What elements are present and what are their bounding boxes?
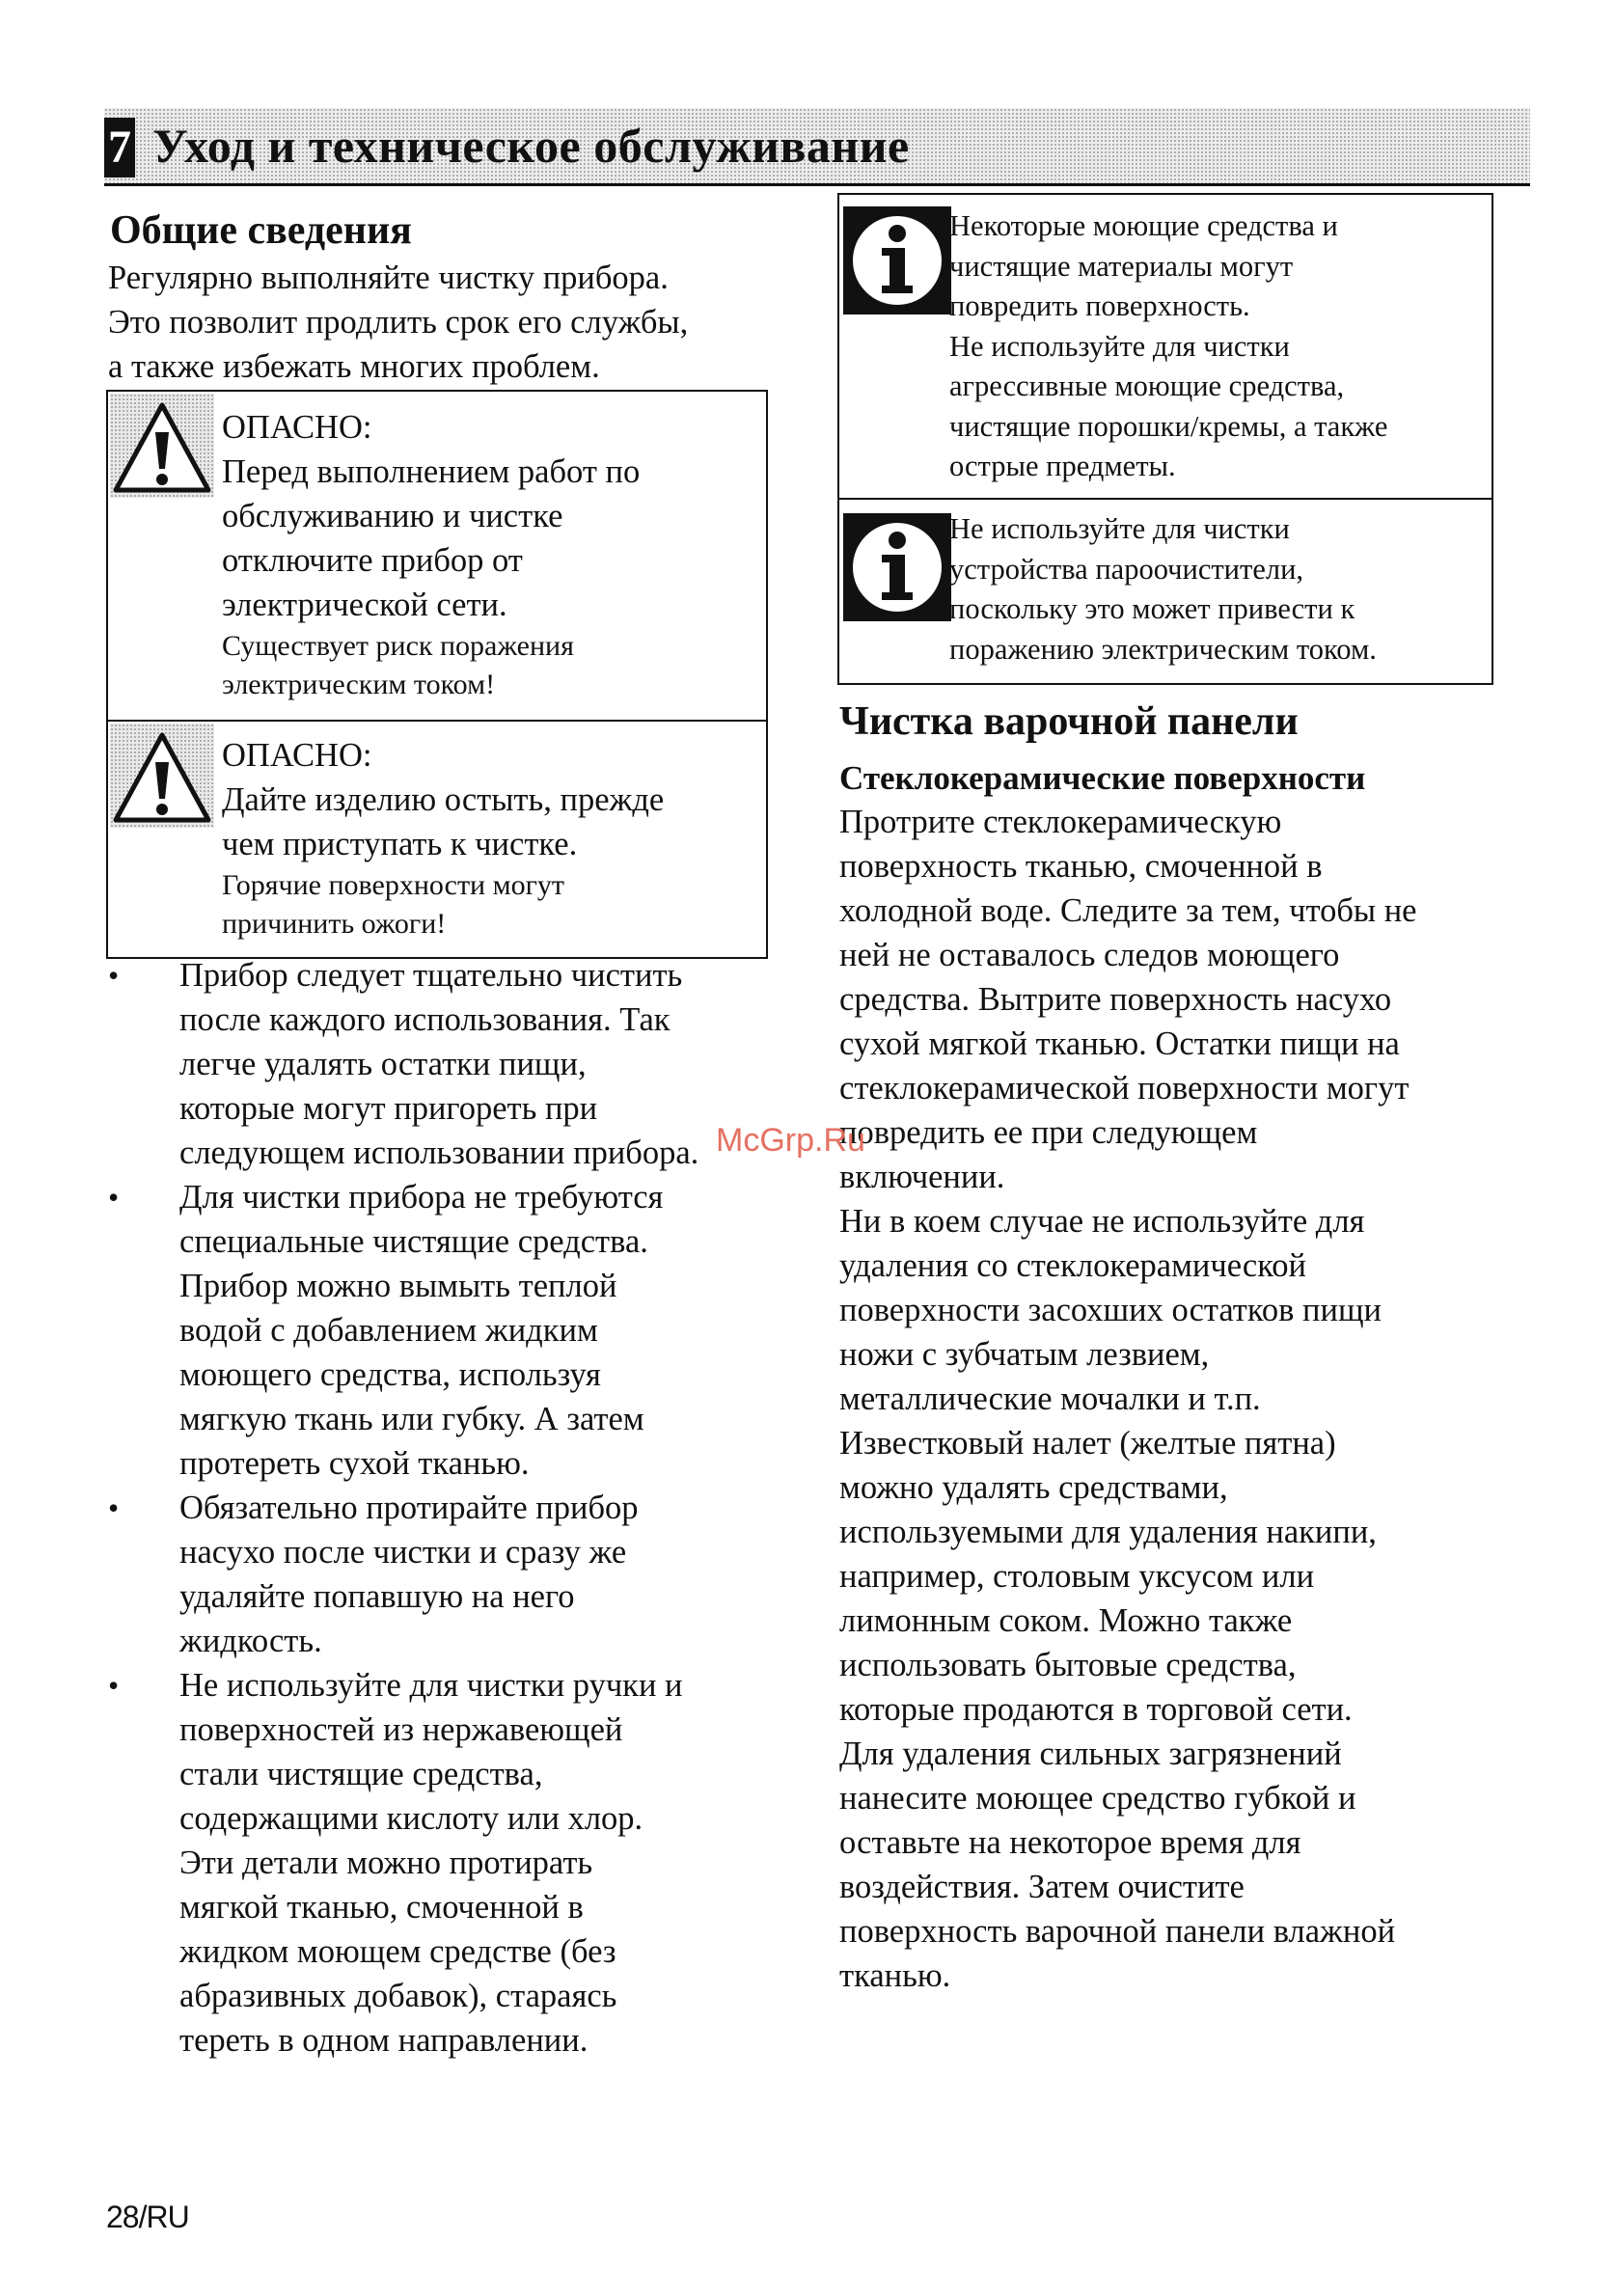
text-line: легче удалять остатки пищи,	[179, 1046, 587, 1082]
info-text: Не используйте для чистки	[949, 512, 1290, 545]
chapter-header	[104, 108, 1530, 186]
warning-text: обслуживанию и чистке	[222, 498, 563, 534]
warning-box	[106, 390, 768, 959]
section-heading-hob: Чистка варочной панели	[839, 699, 1299, 744]
warning-text: Перед выполнением работ по	[222, 453, 641, 490]
warning-note: причинить ожоги!	[222, 908, 447, 940]
text-line: можно удалять средствами,	[839, 1469, 1228, 1506]
text-line: моющего средства, используя	[179, 1356, 601, 1393]
text-line: воздействия. Затем очистите	[839, 1869, 1245, 1905]
bullet-mark: •	[108, 1180, 120, 1215]
warning-note: Горячие поверхности могут	[222, 869, 565, 901]
info-text: устройства пароочистители,	[949, 552, 1304, 586]
text-line: стеклокерамической поверхности могут	[839, 1070, 1410, 1107]
text-line: включении.	[839, 1159, 1005, 1195]
text-line: сухой мягкой тканью. Остатки пищи на	[839, 1025, 1400, 1062]
warning-text: электрической сети.	[222, 587, 507, 623]
list-item	[106, 1486, 698, 1663]
text-line: Эти детали можно протирать	[179, 1845, 593, 1881]
bullet-mark: •	[108, 958, 120, 993]
warning-text: отключите прибор от	[222, 542, 523, 579]
text-line: тканью.	[839, 1957, 951, 1994]
info-text: чистящие порошки/кремы, а также	[949, 409, 1388, 443]
warning-label: ОПАСНО:	[222, 409, 372, 446]
info-cell	[839, 195, 1492, 498]
list-item	[106, 1175, 698, 1486]
info-cell	[839, 498, 1492, 683]
info-icon	[843, 513, 951, 621]
bullet-mark: •	[108, 1668, 120, 1703]
text-line: поверхностей из нержавеющей	[179, 1711, 623, 1748]
info-text: поражению электрическим током.	[949, 632, 1377, 666]
warning-cell	[108, 392, 766, 720]
text-line: ножи с зубчатым лезвием,	[839, 1336, 1210, 1373]
text-line: Обязательно протирайте прибор	[179, 1490, 639, 1526]
chapter-title: Уход и техническое обслуживание	[152, 119, 910, 173]
info-text: поскольку это может привести к	[949, 592, 1355, 625]
text-line: насухо после чистки и сразу же	[179, 1534, 627, 1571]
chapter-number: 7	[104, 118, 135, 178]
text-line: лимонным соком. Можно также	[839, 1602, 1293, 1639]
list-item	[106, 1663, 698, 2063]
text-line: мягкой тканью, смоченной в	[179, 1889, 584, 1926]
subheading-glass-ceramic: Стеклокерамические поверхности	[839, 759, 1366, 797]
hob-text	[839, 800, 1417, 1998]
info-icon	[843, 206, 951, 314]
text-line: поверхности засохших остатков пищи	[839, 1292, 1382, 1328]
info-text: острые предметы.	[949, 450, 1176, 482]
text-line: тереть в одном направлении.	[179, 2022, 589, 2059]
text-line: которые могут пригореть при	[179, 1090, 598, 1127]
warning-label: ОПАСНО:	[222, 737, 372, 774]
text-line: жидком моющем средстве (без	[179, 1933, 616, 1970]
text-line: нанесите моющее средство губкой и	[839, 1780, 1356, 1817]
text-line: поверхность тканью, смоченной в	[839, 848, 1323, 885]
text-line: протереть сухой тканью.	[179, 1445, 530, 1482]
text-line: оставьте на некоторое время для	[839, 1824, 1301, 1861]
text-line: Прибор следует тщательно чистить	[179, 957, 683, 994]
text-line: а также избежать многих проблем.	[108, 348, 600, 385]
general-intro	[108, 256, 688, 389]
text-line: следующем использовании прибора.	[179, 1134, 699, 1171]
text-line: ней не оставалось следов моющего	[839, 937, 1340, 973]
text-line: содержащими кислоту или хлор.	[179, 1800, 643, 1837]
text-line: удаляйте попавшую на него	[179, 1578, 575, 1615]
warning-note: электрическим током!	[222, 669, 496, 700]
text-line: после каждого использования. Так	[179, 1001, 671, 1038]
text-line: мягкую ткань или губку. А затем	[179, 1401, 644, 1437]
text-line: использовать бытовые средства,	[839, 1647, 1297, 1683]
warning-triangle-icon	[110, 724, 214, 828]
text-line: например, столовым уксусом или	[839, 1558, 1315, 1595]
info-text: Не используйте для чистки	[949, 329, 1290, 363]
info-text: агрессивные моющие средства,	[949, 369, 1345, 402]
text-line: специальные чистящие средства.	[179, 1223, 648, 1260]
text-line: Регулярно выполняйте чистку прибора.	[108, 260, 669, 296]
info-box	[837, 193, 1493, 685]
text-line: Это позволит продлить срок его службы,	[108, 304, 689, 341]
text-line: Протрите стеклокерамическую	[839, 804, 1282, 840]
info-text: повредить поверхность.	[949, 289, 1250, 322]
text-line: стали чистящие средства,	[179, 1756, 543, 1792]
text-line: абразивных добавок), стараясь	[179, 1978, 617, 2014]
text-line: Прибор можно вымыть теплой	[179, 1268, 617, 1304]
bullet-list	[106, 953, 698, 2063]
text-line: которые продаются в торговой сети.	[839, 1691, 1353, 1728]
warning-triangle-icon	[110, 394, 214, 498]
text-line: Известковый налет (желтые пятна)	[839, 1425, 1336, 1462]
text-line: холодной воде. Следите за тем, чтобы не	[839, 892, 1417, 929]
list-item	[106, 953, 698, 1175]
info-text: чистящие материалы могут	[949, 249, 1294, 283]
text-line: используемыми для удаления накипи,	[839, 1514, 1377, 1550]
text-line: поверхность варочной панели влажной	[839, 1913, 1396, 1950]
text-line: Ни в коем случае не используйте для	[839, 1203, 1365, 1240]
page-number: 28/RU	[106, 2200, 189, 2234]
text-line: жидкость.	[179, 1623, 322, 1659]
warning-text: чем приступать к чистке.	[222, 826, 578, 862]
text-line: Не используйте для чистки ручки и	[179, 1667, 683, 1704]
info-text: Некоторые моющие средства и	[949, 209, 1338, 242]
text-line: Для удаления сильных загрязнений	[839, 1736, 1342, 1772]
warning-note: Существует риск поражения	[222, 630, 574, 662]
warning-cell	[108, 720, 766, 957]
text-line: средства. Вытрите поверхность насухо	[839, 981, 1392, 1018]
text-line: повредить ее при следующем	[839, 1114, 1258, 1151]
text-line: водой с добавлением жидким	[179, 1312, 598, 1349]
section-heading-general: Общие сведения	[110, 208, 412, 253]
text-line: удаления со стеклокерамической	[839, 1247, 1306, 1284]
warning-text: Дайте изделию остыть, прежде	[222, 781, 665, 818]
bullet-mark: •	[108, 1490, 120, 1525]
text-line: Для чистки прибора не требуются	[179, 1179, 664, 1216]
text-line: металлические мочалки и т.п.	[839, 1380, 1261, 1417]
watermark: McGrp.Ru	[716, 1122, 865, 1159]
